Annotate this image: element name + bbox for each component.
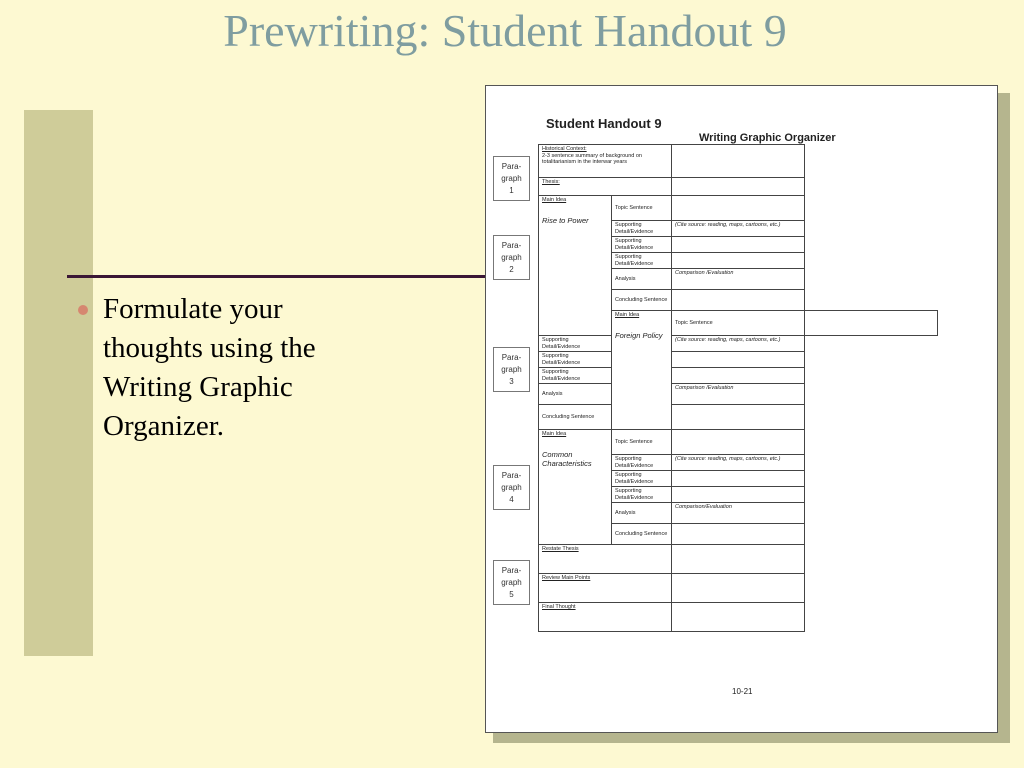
concluding-sentence-label: Concluding Sentence <box>612 290 672 311</box>
para-label-line: Para- <box>501 241 522 250</box>
blank-cell <box>672 290 805 311</box>
para-label-line: 4 <box>509 495 514 504</box>
table-row <box>539 545 938 574</box>
table-row <box>539 352 938 368</box>
para-label-line: graph <box>501 365 522 374</box>
main-idea-cell <box>539 430 612 545</box>
blank-cell <box>672 545 805 574</box>
para-label-line: Para- <box>501 162 522 171</box>
table-row <box>539 368 938 384</box>
table-row <box>539 178 938 196</box>
para-label-line: graph <box>501 578 522 587</box>
table-row <box>539 196 938 221</box>
para-label-line: graph <box>501 483 522 492</box>
comparison-note: Comparison /Evaluation <box>672 269 805 290</box>
topic-sentence-label: Topic Sentence <box>612 430 672 455</box>
blank-cell <box>672 196 805 221</box>
handout-page-number: 10-21 <box>732 687 753 696</box>
table-row <box>539 574 938 603</box>
writing-graphic-organizer-table <box>538 144 938 632</box>
supporting-detail-label: Supporting Detail/Evidence <box>539 368 612 384</box>
table-row <box>539 384 938 405</box>
blank-cell <box>672 524 805 545</box>
table-row <box>539 603 938 632</box>
cite-source-note: (Cite source: reading, maps, cartoons, etc.) <box>672 221 805 237</box>
review-main-points-cell <box>539 574 672 603</box>
cite-source-note: (Cite source: reading, maps, cartoons, etc.) <box>672 336 805 352</box>
comparison-note: Comparison /Evaluation <box>672 384 805 405</box>
blank-cell <box>672 253 805 269</box>
table-row <box>539 336 938 352</box>
thesis-cell <box>539 178 672 196</box>
analysis-label: Analysis <box>539 384 612 405</box>
bullet-dot-icon <box>78 305 88 315</box>
restate-thesis-cell <box>539 545 672 574</box>
final-thought-label: Final Thought <box>542 604 576 610</box>
supporting-detail-label: Supporting Detail/Evidence <box>612 487 672 503</box>
title-divider-line <box>67 275 491 278</box>
blank-cell <box>672 405 805 430</box>
supporting-detail-label: Supporting Detail/Evidence <box>612 455 672 471</box>
main-idea-label: Main Idea <box>542 197 567 203</box>
historical-context-label: Historical Context: <box>542 146 587 152</box>
supporting-detail-label: Supporting Detail/Evidence <box>539 352 612 368</box>
handout-subtitle: Writing Graphic Organizer <box>699 132 836 144</box>
bullet-item <box>78 290 388 446</box>
paragraph-4-label <box>493 465 530 510</box>
topic-sentence-label: Topic Sentence <box>612 196 672 221</box>
table-row <box>539 405 938 430</box>
blank-cell <box>672 237 805 253</box>
cite-source-note: (Cite source: reading, maps, cartoons, etc.) <box>672 455 805 471</box>
supporting-detail-label: Supporting Detail/Evidence <box>612 253 672 269</box>
final-thought-cell <box>539 603 672 632</box>
para-label-line: 3 <box>509 377 514 386</box>
topic-rise-to-power: Rise to Power <box>542 215 589 225</box>
main-idea-cell <box>539 196 612 336</box>
blank-cell <box>672 603 805 632</box>
table-row <box>539 145 938 178</box>
para-label-line: graph <box>501 253 522 262</box>
review-main-points-label: Review Main Points <box>542 575 591 581</box>
topic-common-characteristics: Common Characteristics <box>542 449 592 468</box>
blank-cell <box>672 368 805 384</box>
para-label-line: Para- <box>501 471 522 480</box>
para-label-line: graph <box>501 174 522 183</box>
supporting-detail-label: Supporting Detail/Evidence <box>612 471 672 487</box>
blank-cell <box>672 178 805 196</box>
student-handout-image <box>485 85 998 733</box>
topic-sentence-label: Topic Sentence <box>672 311 805 336</box>
para-label-line: Para- <box>501 566 522 575</box>
thesis-label: Thesis: <box>542 179 560 185</box>
main-idea-cell <box>612 311 672 430</box>
analysis-label: Analysis <box>612 269 672 290</box>
concluding-sentence-label: Concluding Sentence <box>612 524 672 545</box>
para-label-line: 5 <box>509 590 514 599</box>
handout-title: Student Handout 9 <box>546 116 662 131</box>
bullet-text: Formulate your thoughts using the Writing Graphic Organizer. <box>103 293 316 442</box>
blank-cell <box>672 145 805 178</box>
blank-cell <box>672 487 805 503</box>
bullet-list <box>78 290 388 446</box>
blank-cell <box>672 574 805 603</box>
topic-foreign-policy: Foreign Policy <box>615 330 663 340</box>
supporting-detail-label: Supporting Detail/Evidence <box>539 336 612 352</box>
restate-thesis-label: Restate Thesis <box>542 546 579 552</box>
historical-context-desc: 2-3 sentence summary of background on totalitarianism in the interwar years <box>542 152 642 165</box>
concluding-sentence-label: Concluding Sentence <box>539 405 612 430</box>
historical-context-cell <box>539 145 672 178</box>
slide-title: Prewriting: Student Handout 9 <box>223 5 787 56</box>
blank-cell <box>672 430 805 455</box>
analysis-label: Analysis <box>612 503 672 524</box>
paragraph-2-label <box>493 235 530 280</box>
para-label-line: 1 <box>509 186 514 195</box>
blank-cell <box>672 352 805 368</box>
table-row <box>539 430 938 455</box>
blank-cell <box>805 311 938 336</box>
main-idea-label: Main Idea <box>542 431 567 437</box>
paragraph-5-label <box>493 560 530 605</box>
supporting-detail-label: Supporting Detail/Evidence <box>612 237 672 253</box>
paragraph-1-label <box>493 156 530 201</box>
supporting-detail-label: Supporting Detail/Evidence <box>612 221 672 237</box>
comparison-note: Comparison/Evaluation <box>672 503 805 524</box>
main-idea-label: Main Idea <box>615 312 640 318</box>
para-label-line: Para- <box>501 353 522 362</box>
blank-cell <box>672 471 805 487</box>
paragraph-3-label <box>493 347 530 392</box>
para-label-line: 2 <box>509 265 514 274</box>
